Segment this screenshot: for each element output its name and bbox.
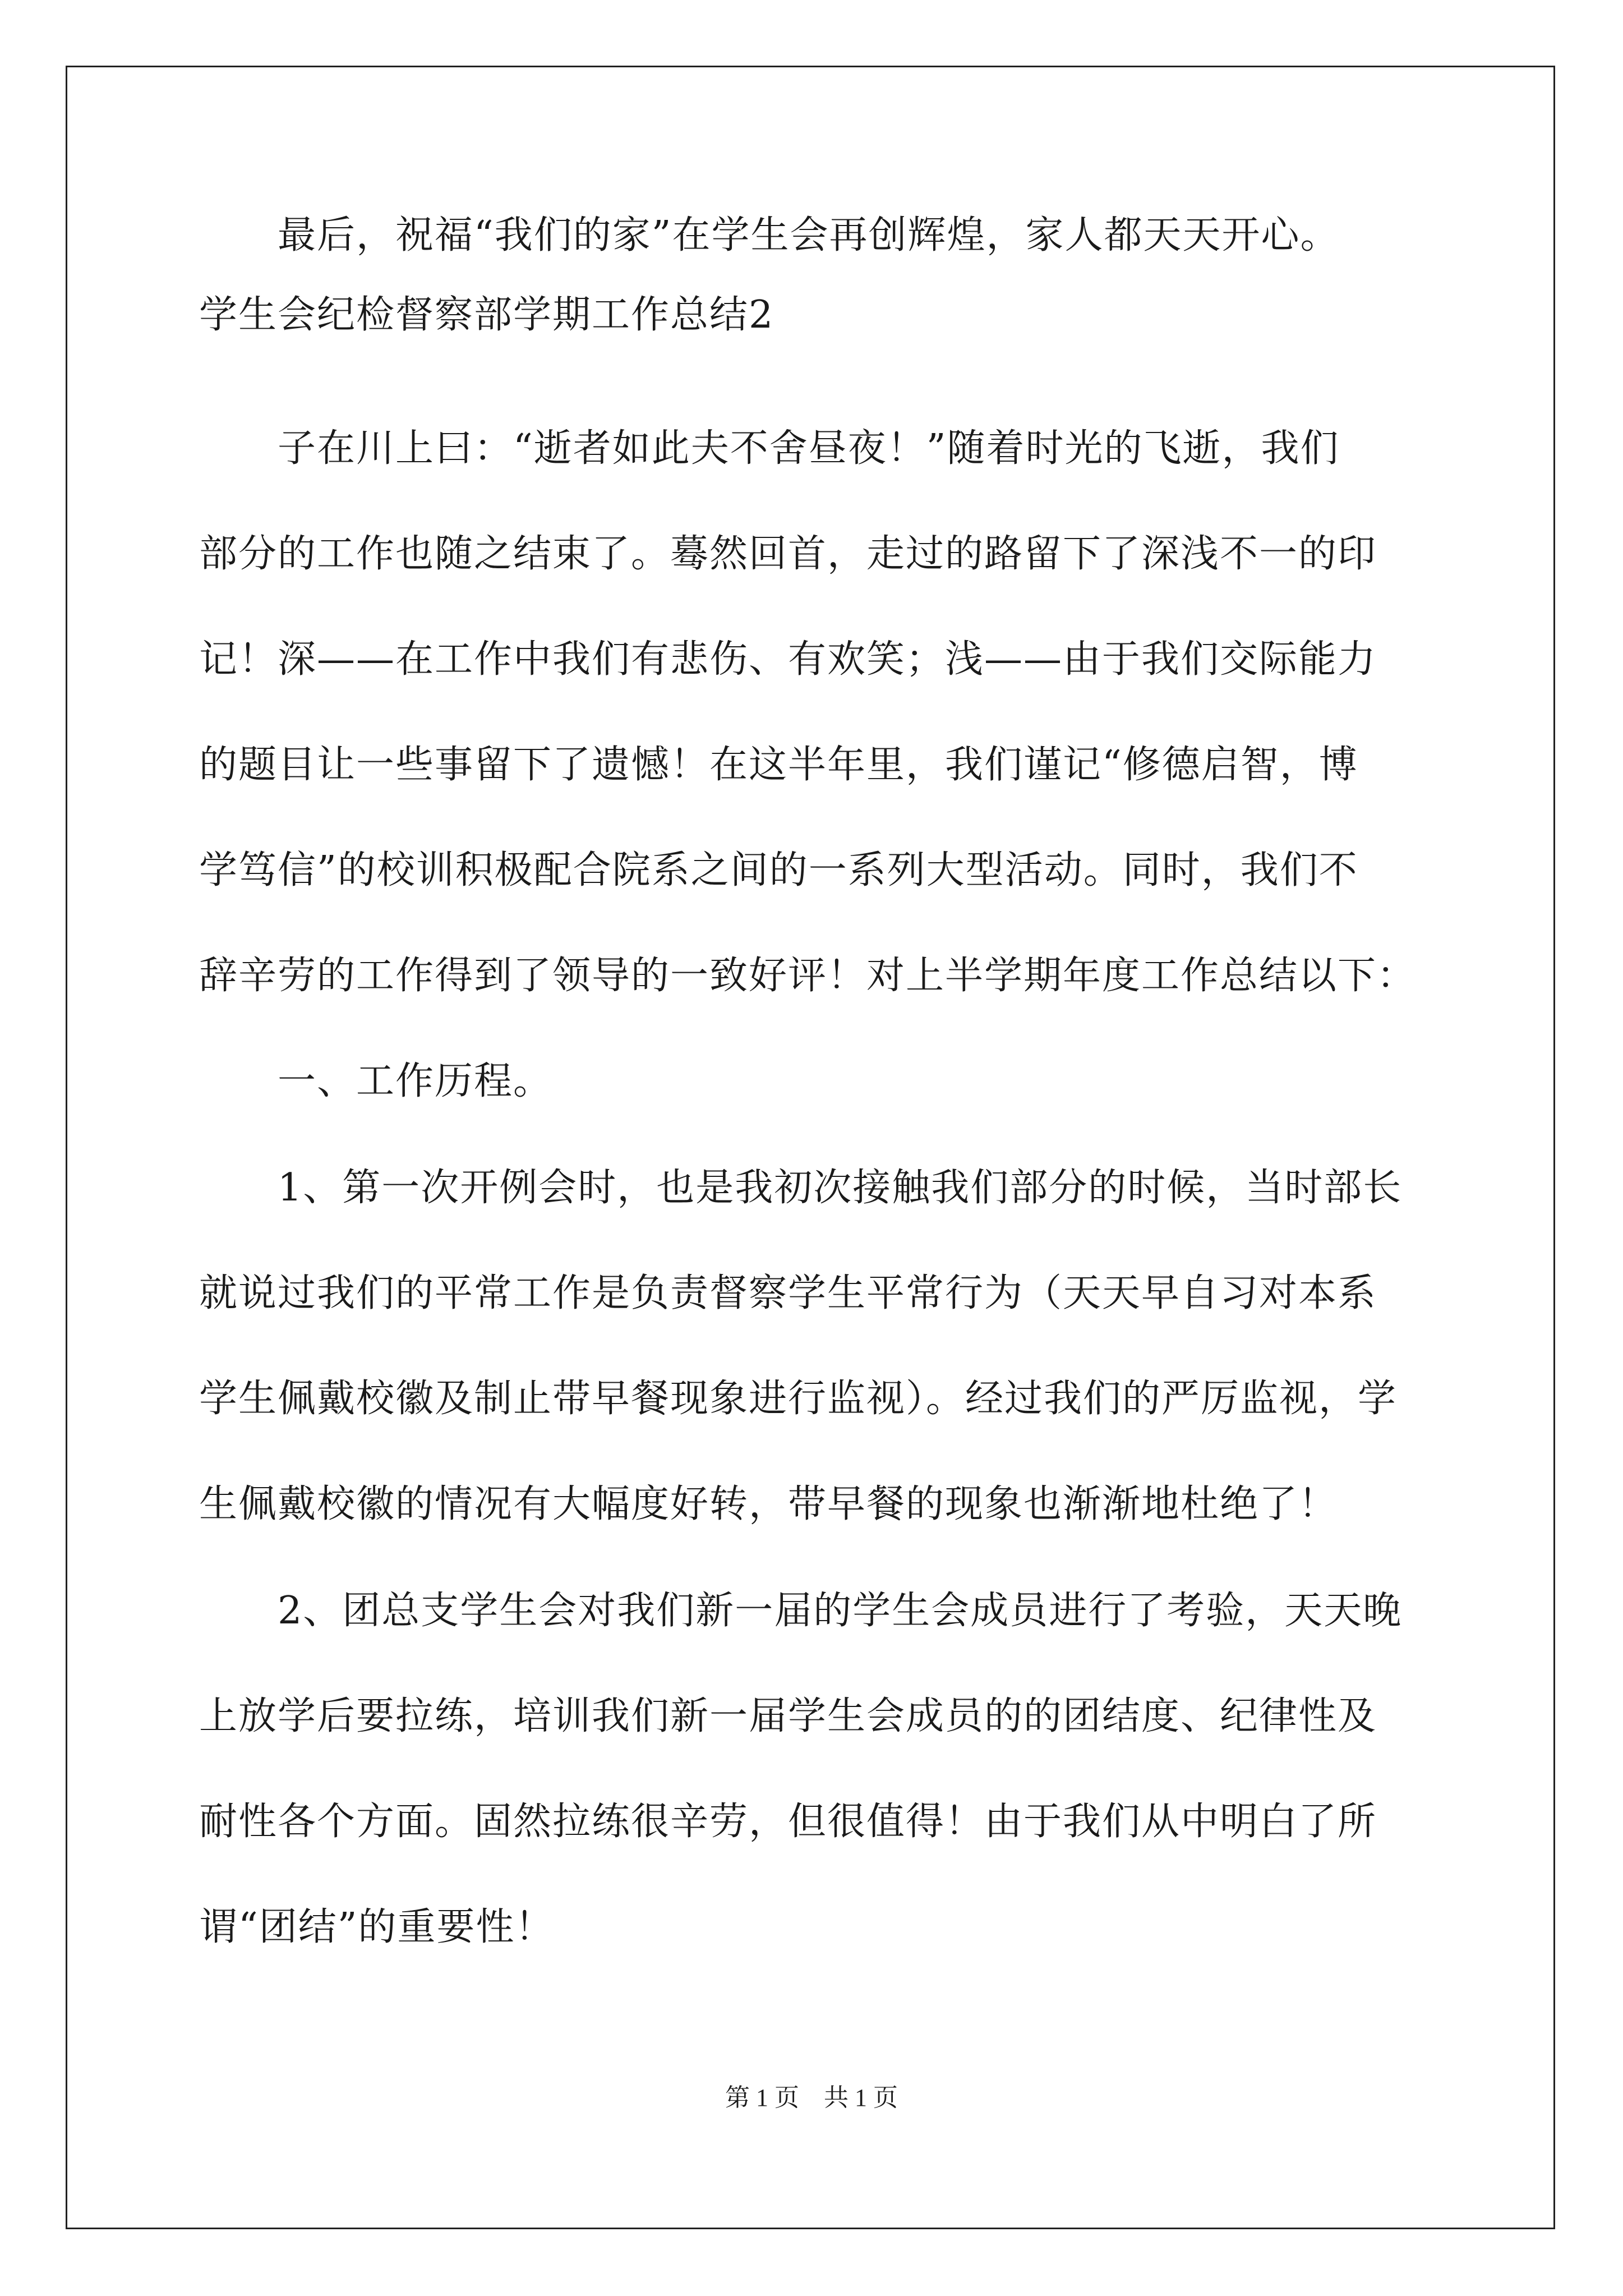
text-line: 记！深——在工作中我们有悲伤、有欢笑；浅——由于我们交际能力 — [199, 637, 1377, 682]
text-line: 生佩戴校徽的情况有大幅度好转，带早餐的现象也渐渐地杜绝了！ — [199, 1482, 1338, 1526]
page-number: 第 1 页 共 1 页 — [725, 2084, 898, 2111]
text-line: 谓“团结”的重要性！ — [199, 1905, 555, 1949]
text-line: 学生佩戴校徽及制止带早餐现象进行监视）。经过我们的严厉监视，学 — [199, 1377, 1398, 1421]
text-line: 上放学后要拉练，培训我们新一届学生会成员的的团结度、纪律性及 — [199, 1694, 1377, 1738]
text-line: 的题目让一些事留下了遗憾！在这半年里，我们谨记“修德启智，博 — [199, 743, 1358, 787]
text-line: 耐性各个方面。固然拉练很辛劳，但很值得！由于我们从中明白了所 — [199, 1800, 1377, 1844]
text-line: 子在川上曰：“逝者如此夫不舍昼夜！”随着时光的飞逝，我们 — [199, 426, 1340, 471]
text-line: 部分的工作也随之结束了。蓦然回首，走过的路留下了深浅不一的印 — [199, 532, 1377, 576]
text-line: 一、工作历程。 — [199, 1059, 553, 1103]
text-line: 2、团总支学生会对我们新一届的学生会成员进行了考验，天天晚 — [199, 1589, 1403, 1633]
text-line: 学笃信”的校训积极配合院系之间的一系列大型活动。同时，我们不 — [199, 848, 1358, 892]
text-line: 辞辛劳的工作得到了领导的一致好评！对上半学期年度工作总结以下： — [199, 954, 1417, 998]
text-line: 就说过我们的平常工作是负责督察学生平常行为（天天早自习对本系 — [199, 1271, 1377, 1315]
text-line: 1、第一次开例会时，也是我初次接触我们部分的时候，当时部长 — [199, 1166, 1403, 1210]
text-line: 最后，祝福“我们的家”在学生会再创辉煌，家人都天天开心。 — [199, 213, 1340, 257]
section-heading: 学生会纪检督察部学期工作总结2 — [199, 293, 774, 337]
